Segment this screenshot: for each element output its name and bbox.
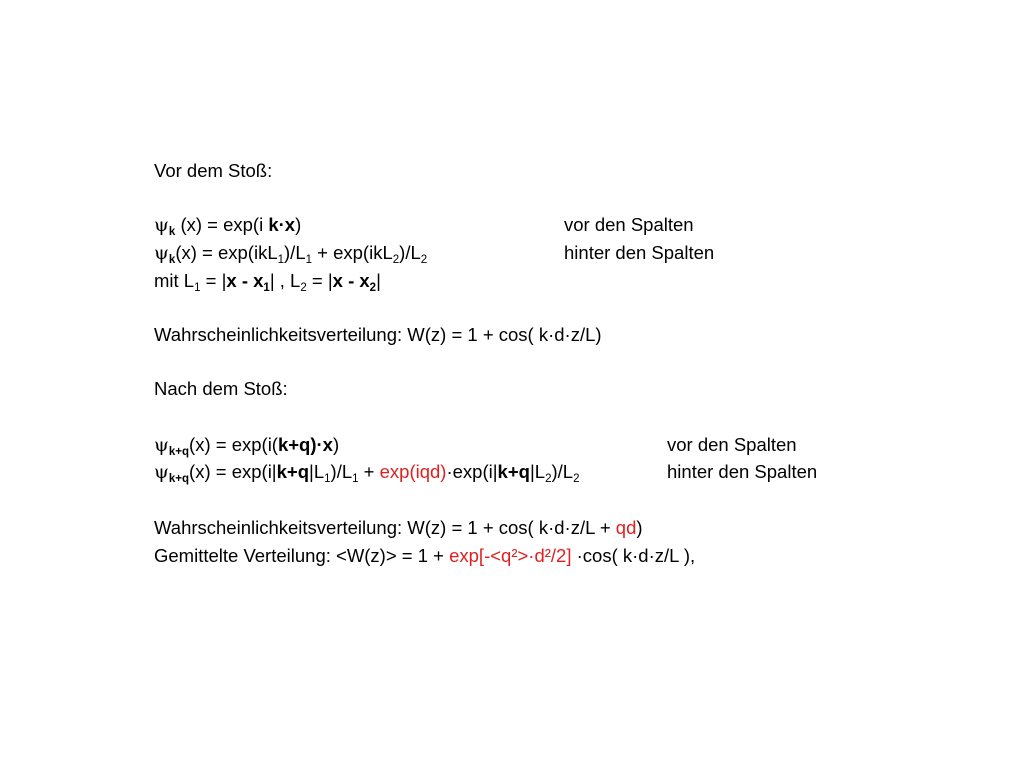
psi-symbol: ψ [154, 214, 169, 236]
averaged-distribution: Gemittelte Verteilung: <W(z)> = 1 + exp[-<q²>·d²/2] ·cos( k·d·z/L ), [154, 545, 696, 566]
note-before-slits: vor den Spalten [564, 214, 694, 235]
formula-psi-kq-behind: $\psi_{k+q}(x) = \exp(i|k+q|L_1)/L_1 + \exp(iqd)\cdot\exp(i|k+q|L_2)/L_2$ [154, 461, 580, 485]
note-behind-slits-after: hinter den Spalten [667, 461, 818, 482]
note-behind-slits: hinter den Spalten [564, 242, 715, 263]
formula-psi-k-behind: $\psi_k(x) = \exp(ikL_1)/L_1 + \exp(ikL_2)/L_2$ [154, 242, 428, 266]
probability-before: Wahrscheinlichkeitsverteilung: W(z) = 1 + cos( k·d·z/L) [154, 324, 602, 345]
formula-psi-k-before: $\psi_k$ (x) = exp(i k·x) [154, 214, 302, 238]
definition-l1-l2: mit $L_1 = |x - x_1|$ , $L_2 = |x - x_2|$ [154, 270, 381, 294]
phase-term: qd [615, 517, 637, 538]
damping-factor: exp[-<q²>·d²/2] [449, 545, 572, 566]
probability-after: Wahrscheinlichkeitsverteilung: W(z) = 1 + cos( k·d·z/L + qd) [154, 517, 643, 538]
heading-after: Nach dem Stoß: [154, 378, 288, 399]
heading-before: Vor dem Stoß: [154, 160, 273, 181]
formula-psi-kq-before: $\psi_{k+q}(x) = \exp(i(k+q)\cdot x)$ [154, 434, 340, 458]
note-before-slits-after: vor den Spalten [667, 434, 797, 455]
phase-factor: exp(iqd) [379, 461, 447, 482]
